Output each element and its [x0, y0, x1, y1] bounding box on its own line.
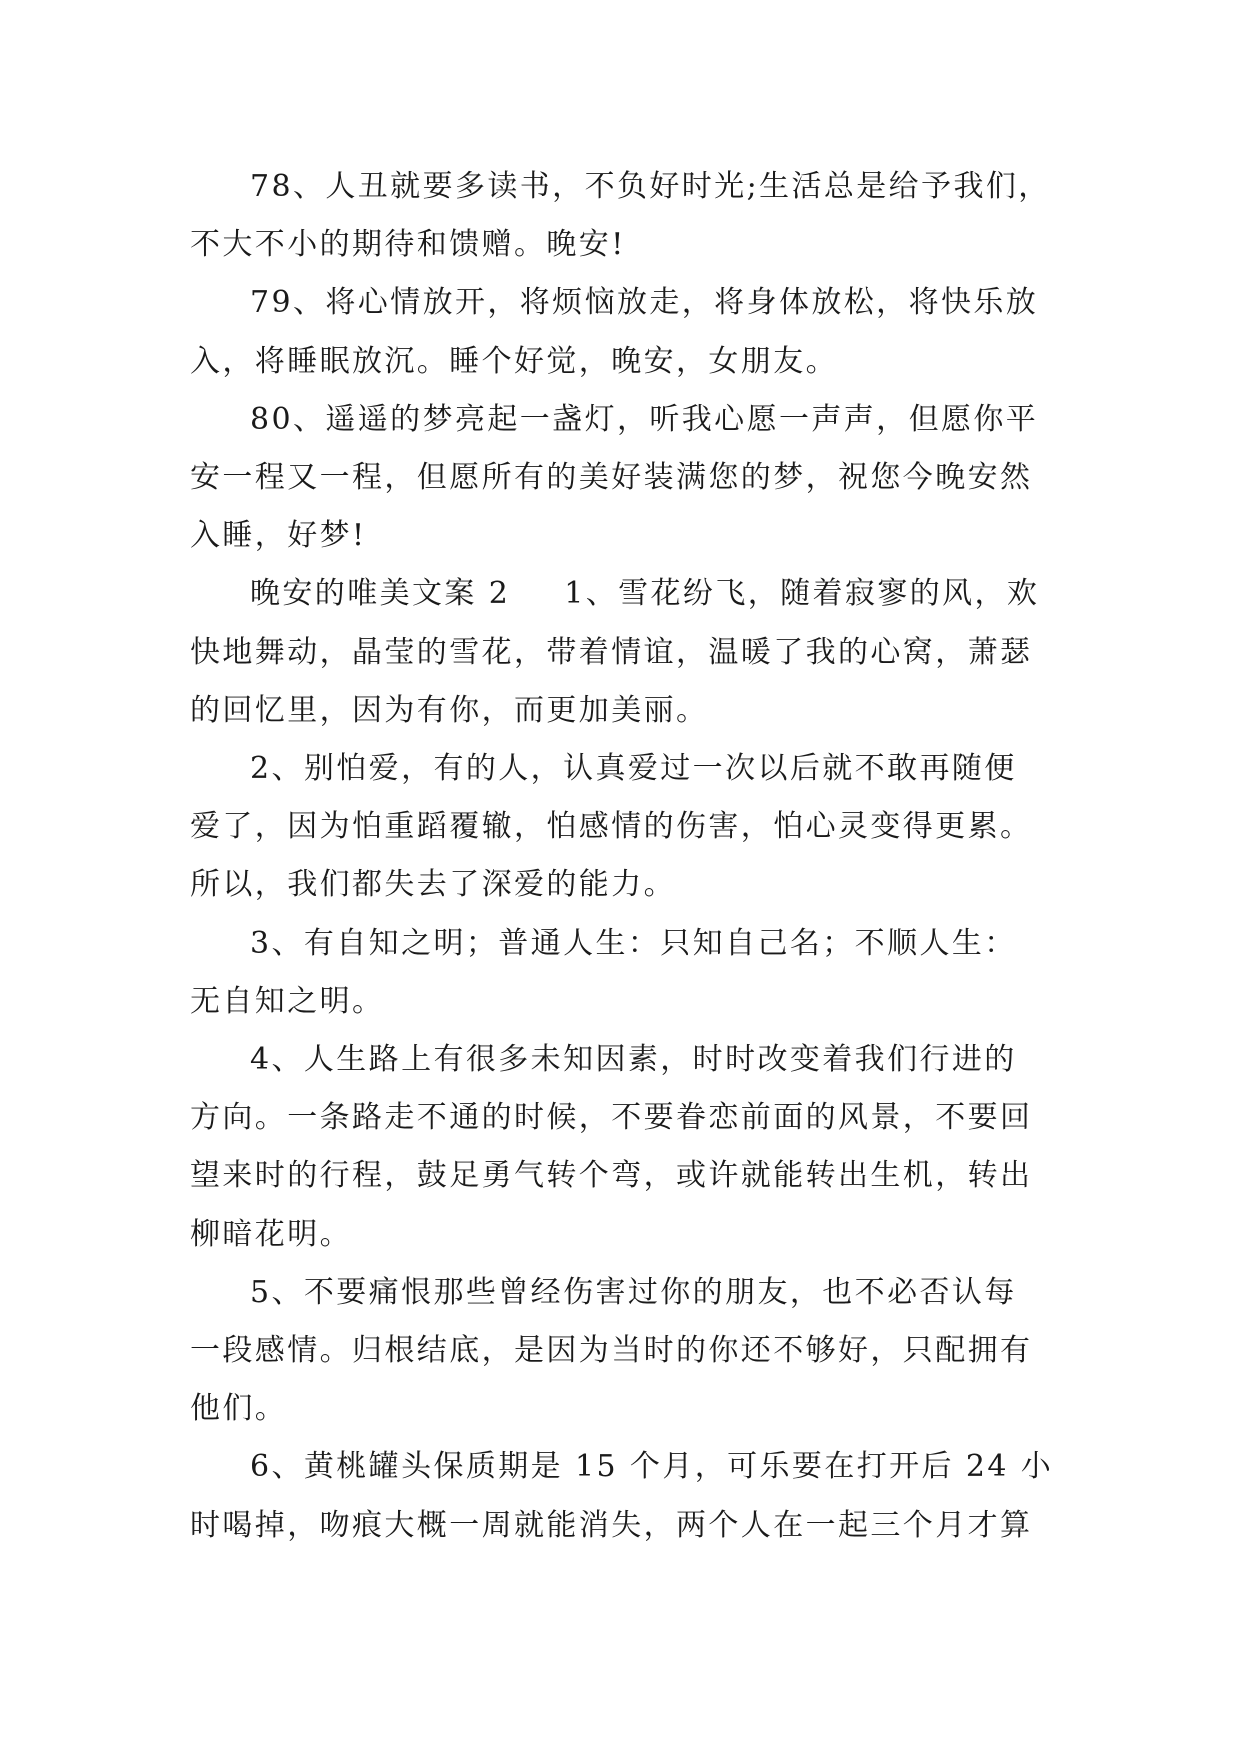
paragraph-80 — [190, 391, 1070, 566]
section-heading-paragraph — [190, 565, 1070, 740]
paragraph-line: 方向。一条路走不通的时候，不要眷恋前面的风景，不要回 — [190, 1100, 1033, 1136]
paragraph-line: 79、将心情放开，将烦恼放走，将身体放松，将快乐放 — [250, 285, 1039, 321]
paragraph-line: 柳暗花明。 — [190, 1216, 352, 1252]
paragraph-78 — [190, 158, 1070, 274]
paragraph-line: 时喝掉，吻痕大概一周就能消失，两个人在一起三个月才算 — [190, 1507, 1033, 1543]
paragraph-5 — [190, 1264, 1070, 1439]
paragraph-line: 爱了，因为怕重蹈覆辙，怕感情的伤害，怕心灵变得更累。 — [190, 809, 1033, 845]
document-body — [190, 158, 1070, 1555]
paragraph-line: 6、黄桃罐头保质期是 15 个月，可乐要在打开后 24 小 — [250, 1449, 1054, 1485]
paragraph-line: 入，将睡眠放沉。睡个好觉，晚安，女朋友。 — [190, 343, 838, 379]
paragraph-line: 所以，我们都失去了深爱的能力。 — [190, 867, 676, 903]
paragraph-line: 快地舞动，晶莹的雪花，带着情谊，温暖了我的心窝，萧瑟 — [190, 634, 1033, 670]
paragraph-line: 他们。 — [190, 1391, 288, 1427]
paragraph-line: 2、别怕爱，有的人，认真爱过一次以后就不敢再随便 — [250, 751, 1017, 787]
paragraph-line: 望来时的行程，鼓足勇气转个弯，或许就能转出生机，转出 — [190, 1158, 1033, 1194]
paragraph-line: 4、人生路上有很多未知因素，时时改变着我们行进的 — [250, 1042, 1017, 1078]
paragraph-line: 一段感情。归根结底，是因为当时的你还不够好，只配拥有 — [190, 1333, 1033, 1369]
paragraph-line: 3、有自知之明；普通人生：只知自己名；不顺人生： — [250, 925, 1017, 961]
paragraph-line: 78、人丑就要多读书，不负好时光;生活总是给予我们， — [250, 169, 1051, 204]
paragraph-79 — [190, 274, 1070, 390]
paragraph-line: 安一程又一程，但愿所有的美好装满您的梦，祝您今晚安然 — [190, 460, 1033, 496]
paragraph-1-start: 1、雪花纷飞，随着寂寥的风，欢 — [564, 576, 1040, 612]
section-heading: 晚安的唯美文案 2 — [250, 576, 511, 612]
paragraph-line: 5、不要痛恨那些曾经伤害过你的朋友，也不必否认每 — [250, 1274, 1017, 1310]
paragraph-line — [190, 565, 1070, 623]
paragraph-6 — [190, 1438, 1070, 1554]
paragraph-3 — [190, 915, 1070, 1031]
paragraph-line: 80、遥遥的梦亮起一盏灯，听我心愿一声声，但愿你平 — [250, 401, 1039, 437]
paragraph-4 — [190, 1031, 1070, 1264]
paragraph-line: 不大不小的期待和馈赠。晚安! — [190, 227, 626, 263]
paragraph-2 — [190, 740, 1070, 915]
paragraph-line: 入睡，好梦! — [190, 518, 367, 554]
paragraph-line: 的回忆里，因为有你，而更加美丽。 — [190, 692, 709, 728]
paragraph-line: 无自知之明。 — [190, 983, 385, 1019]
